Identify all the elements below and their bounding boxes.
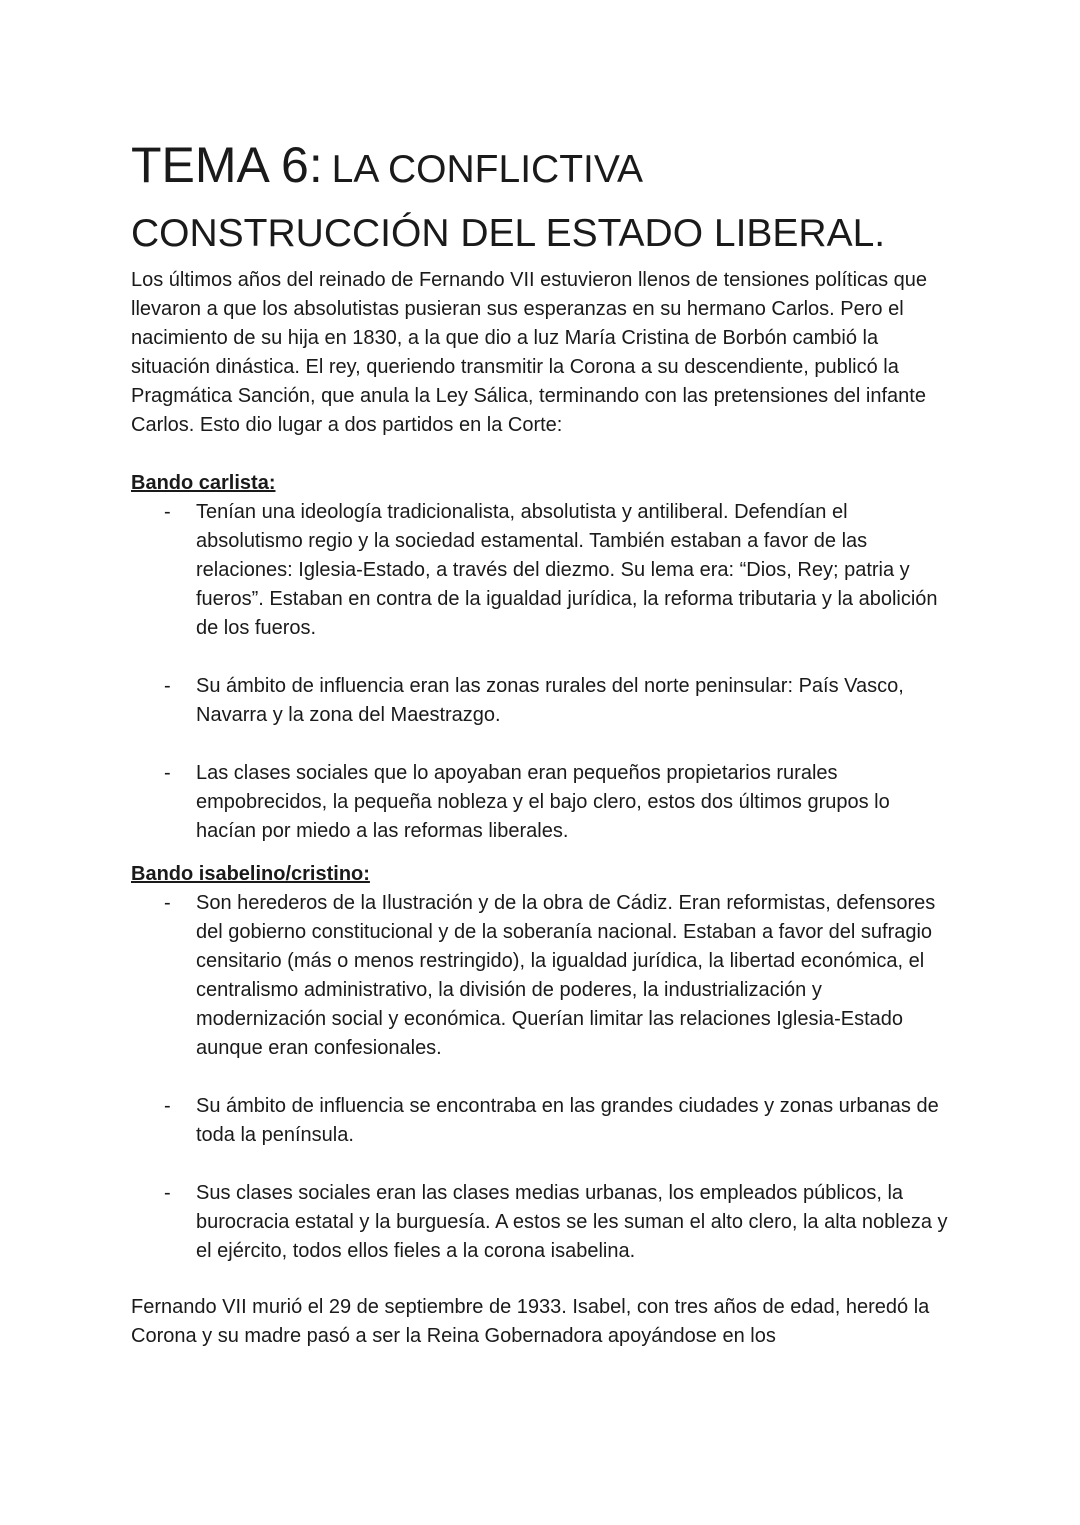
list-marker: -	[164, 1182, 171, 1204]
list-item-text: Son herederos de la Ilustración y de la obra de Cádiz. Eran reformistas, defensores del gobierno constitucional y de la soberanía nacional. Estaban a favor del sufragio censitario (más o menos restringido), la igualdad jurídica, la libertad económica, el centralismo administrativo, la división de poderes, la industrialización y modernización social y económica. Querían limitar las relaciones Iglesia-Estado aunque eran confesionales.	[196, 892, 936, 1059]
closing-paragraph: Fernando VII murió el 29 de septiembre de 1933. Isabel, con tres años de edad, heredó la Corona y su madre pasó a ser la Reina Gobernadora apoyándose en los	[131, 1296, 930, 1347]
list-item	[131, 759, 951, 846]
list-marker: -	[164, 892, 171, 914]
list-item-text: Su ámbito de influencia eran las zonas rurales del norte peninsular: País Vasco, Navarra y la zona del Maestrazgo.	[196, 675, 904, 726]
intro-paragraph: Los últimos años del reinado de Fernando VII estuvieron llenos de tensiones políticas que llevaron a que los absolutistas pusieran sus esperanzas en su hermano Carlos. Pero el nacimiento de su hija en 1830, a la que dio a luz María Cristina de Borbón cambió la situación dinástica. El rey, queriendo transmitir la Corona a su descendiente, publicó la Pragmática Sanción, que anula la Ley Sálica, terminando con las pretensiones del infante Carlos. Esto dio lugar a dos partidos en la Corte:	[131, 269, 928, 436]
list-marker: -	[164, 1095, 171, 1117]
list-marker: -	[164, 675, 171, 697]
list-item-text: Las clases sociales que lo apoyaban eran pequeños propietarios rurales empobrecidos, la pequeña nobleza y el bajo clero, estos dos últimos grupos lo hacían por miedo a las reformas liberales.	[196, 762, 890, 842]
list-isabelino	[131, 889, 951, 1266]
list-marker: -	[164, 501, 171, 523]
list-item-text: Su ámbito de influencia se encontraba en las grandes ciudades y zonas urbanas de toda la península.	[196, 1095, 939, 1146]
list-marker: -	[164, 762, 171, 784]
list-item	[131, 498, 951, 643]
title-line1: LA CONFLICTIVA	[331, 148, 643, 191]
title-line2: CONSTRUCCIÓN DEL ESTADO LIBERAL.	[131, 212, 886, 255]
document-page	[131, 134, 951, 1351]
title-prefix: TEMA 6:	[131, 137, 323, 193]
list-item	[131, 1179, 951, 1266]
section-heading-carlista: Bando carlista:	[131, 472, 276, 494]
document-title	[131, 134, 951, 266]
list-item	[131, 889, 951, 1063]
list-item-text: Tenían una ideología tradicionalista, absolutista y antiliberal. Defendían el absolutismo regio y la sociedad estamental. También estaban a favor de las relaciones: Iglesia-Estado, a través del diezmo. Su lema era: “Dios, Rey; patria y fueros”. Estaban en contra de la igualdad jurídica, la reforma tributaria y la abolición de los fueros.	[196, 501, 938, 639]
list-item	[131, 672, 951, 730]
list-carlista	[131, 498, 951, 846]
list-item-text: Sus clases sociales eran las clases medias urbanas, los empleados públicos, la burocracia estatal y la burguesía. A estos se les suman el alto clero, la alta nobleza y el ejército, todos ellos fieles a la corona isabelina.	[196, 1182, 948, 1262]
list-item	[131, 1092, 951, 1150]
section-heading-isabelino: Bando isabelino/cristino:	[131, 863, 370, 885]
